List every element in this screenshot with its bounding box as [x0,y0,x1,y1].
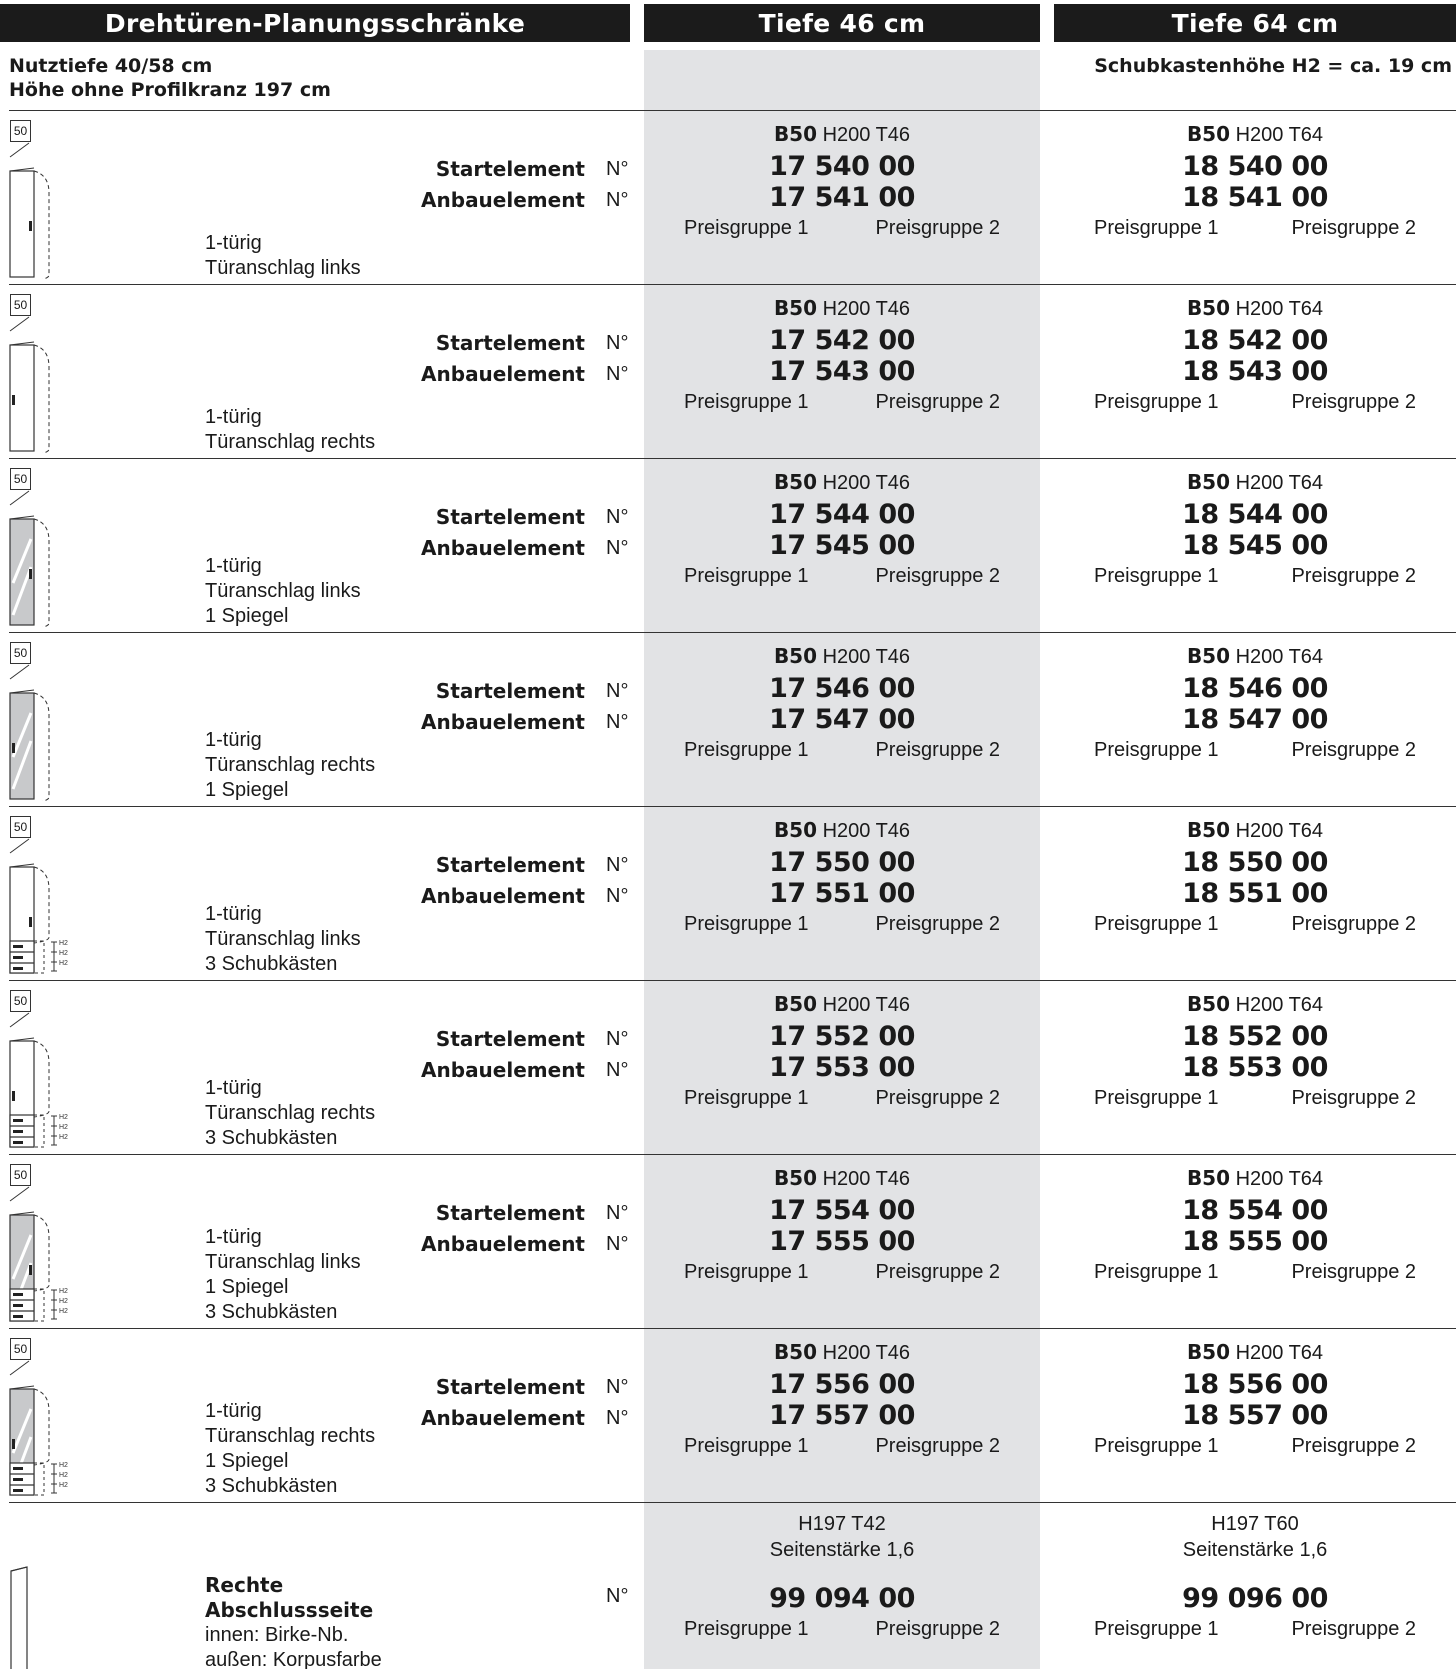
h2-label: H2 [59,950,68,957]
article-number-t64: 99 096 00 [1182,1583,1328,1614]
article-number-anbau-t46: 17 555 00 [769,1226,915,1257]
width-badge: 50 [10,468,31,490]
width-code: B50 [773,992,818,1016]
height-depth: H200 T46 [822,820,911,842]
startelement-label: Startelement [435,157,585,181]
description-line: 1-türig [205,1226,262,1248]
startelement-label: Startelement [435,505,585,529]
width-code: B50 [1186,1340,1231,1364]
tiefe-64-cell [1054,1329,1456,1502]
description-line: 3 Schubkästen [205,1301,338,1323]
cabinet-drawing [9,337,99,453]
dimensions-t64 [1054,1339,1456,1366]
article-number-anbau-t46: 17 545 00 [769,530,915,561]
dimensions-t46 [644,469,1040,496]
preisgruppe-2: Preisgruppe 2 [1291,565,1416,587]
description-line: 3 Schubkästen [205,1127,338,1149]
inner-finish: innen: Birke-Nb. [205,1624,349,1646]
width-badge: 50 [10,642,31,664]
h2-label: H2 [59,1462,68,1469]
description-line: Türanschlag links [205,257,361,279]
main-title: Drehtüren-Planungsschränke [0,4,630,42]
height-depth: H200 T64 [1235,994,1324,1016]
preisgruppe-1: Preisgruppe 1 [1094,1261,1219,1283]
preisgruppe-1: Preisgruppe 1 [684,739,809,761]
depth-height-note [9,54,331,102]
height-depth: H200 T46 [822,646,911,668]
preisgruppe-2: Preisgruppe 2 [875,1261,1000,1283]
cabinet-drawing [9,685,99,801]
number-sign: N° [606,885,629,907]
badge-pointer [9,1012,33,1028]
preisgruppe-1: Preisgruppe 1 [1094,1087,1219,1109]
preisgruppe-1: Preisgruppe 1 [1094,565,1219,587]
number-sign: N° [606,1028,629,1050]
dimensions-t64 [1054,643,1456,670]
end-panel-description [205,1573,382,1669]
article-number-anbau-t64: 18 545 00 [1182,530,1328,561]
article-number-anbau-t46: 17 557 00 [769,1400,915,1431]
product-row [9,806,1456,980]
preisgruppe-2: Preisgruppe 2 [1291,1261,1416,1283]
h2-label: H2 [59,1308,68,1315]
h2-label: H2 [59,1288,68,1295]
h2-label: H2 [59,1298,68,1305]
badge-pointer [9,1186,33,1202]
cabinet-drawing [9,511,99,627]
preisgruppe-1: Preisgruppe 1 [684,391,809,413]
width-badge: 50 [10,1164,31,1186]
article-number-start-t64: 18 554 00 [1182,1195,1328,1226]
side-thickness: Seitenstärke 1,6 [769,1539,915,1561]
preisgruppe-2: Preisgruppe 2 [875,565,1000,587]
hoehe-note: Höhe ohne Profilkranz 197 cm [9,79,331,101]
description-line: Türanschlag rechts [205,1425,376,1447]
height-depth: H200 T64 [1235,820,1324,842]
preisgruppe-2: Preisgruppe 2 [875,739,1000,761]
width-badge: 50 [10,120,31,142]
height-depth: H200 T64 [1235,124,1324,146]
cabinet-drawing [9,1033,99,1149]
article-number-start-t64: 18 556 00 [1182,1369,1328,1400]
tiefe-46-cell [644,459,1040,632]
article-number-start-t64: 18 552 00 [1182,1021,1328,1052]
product-description [205,728,375,803]
h2-label: H2 [59,940,68,947]
dimensions-t64 [1054,991,1456,1018]
preisgruppe-1: Preisgruppe 1 [684,1618,809,1640]
preisgruppe-1: Preisgruppe 1 [1094,1435,1219,1457]
tiefe-64-cell [1054,111,1456,284]
width-code: B50 [1186,122,1231,146]
dimensions-t64 [1054,1511,1456,1563]
preisgruppe-2: Preisgruppe 2 [875,913,1000,935]
height-depth: H200 T46 [822,1168,911,1190]
product-description [205,902,361,977]
article-number-anbau-t64: 18 557 00 [1182,1400,1328,1431]
description-line: Türanschlag rechts [205,754,376,776]
nutztiefe-note: Nutztiefe 40/58 cm [9,55,213,77]
height-depth: H200 T46 [822,994,911,1016]
article-number-start-t46: 17 546 00 [769,673,915,704]
tiefe-46-cell [644,633,1040,806]
article-number-anbau-t46: 17 551 00 [769,878,915,909]
preisgruppe-1: Preisgruppe 1 [684,1261,809,1283]
anbauelement-label: Anbauelement [421,1406,585,1430]
anbauelement-label: Anbauelement [421,1058,585,1082]
outer-finish: außen: Korpusfarbe [205,1649,382,1669]
column-header-tiefe-64: Tiefe 64 cm [1054,4,1456,42]
cabinet-drawing [9,1207,99,1323]
product-row [9,632,1456,806]
article-number-anbau-t46: 17 541 00 [769,182,915,213]
width-code: B50 [773,644,818,668]
description-line: 1-türig [205,232,262,254]
h2-label: H2 [59,1124,68,1131]
article-number-anbau-t64: 18 543 00 [1182,356,1328,387]
description-line: 1-türig [205,903,262,925]
height-depth: H200 T64 [1235,298,1324,320]
number-sign: N° [606,332,629,354]
preisgruppe-2: Preisgruppe 2 [875,1435,1000,1457]
article-number-start-t64: 18 544 00 [1182,499,1328,530]
anbauelement-label: Anbauelement [421,362,585,386]
dimensions-t64 [1054,1165,1456,1192]
article-number-anbau-t46: 17 553 00 [769,1052,915,1083]
tiefe-46-cell [644,111,1040,284]
badge-pointer [9,664,33,680]
dimensions-t46 [644,643,1040,670]
h2-label: H2 [59,1482,68,1489]
description-line: Türanschlag rechts [205,1102,376,1124]
product-description [205,554,361,629]
anbauelement-label: Anbauelement [421,710,585,734]
end-panel-title: Abschlussseite [205,1598,374,1622]
preisgruppe-1: Preisgruppe 1 [1094,391,1219,413]
width-code: B50 [1186,1166,1231,1190]
description-line: 1 Spiegel [205,779,289,801]
product-description [205,405,375,455]
tiefe-46-cell [644,1155,1040,1328]
h2-label: H2 [59,960,68,967]
width-badge: 50 [10,1338,31,1360]
description-line: Türanschlag links [205,928,361,950]
width-code: B50 [1186,992,1231,1016]
width-badge: 50 [10,294,31,316]
dimensions-t46 [644,1165,1040,1192]
cabinet-drawing [9,859,99,975]
h2-label: H2 [59,1134,68,1141]
badge-pointer [9,316,33,332]
preisgruppe-2: Preisgruppe 2 [1291,913,1416,935]
dimensions-t64 [1054,295,1456,322]
dimensions-t64 [1054,121,1456,148]
preisgruppe-2: Preisgruppe 2 [1291,1435,1416,1457]
badge-pointer [9,142,33,158]
article-number-start-t46: 17 554 00 [769,1195,915,1226]
product-description [205,231,361,281]
description-line: 1-türig [205,406,262,428]
h2-label: H2 [59,1472,68,1479]
width-code: B50 [1186,644,1231,668]
dimensions-t46 [644,817,1040,844]
startelement-label: Startelement [435,331,585,355]
height-depth: H200 T46 [822,124,911,146]
article-number-anbau-t46: 17 543 00 [769,356,915,387]
width-code: B50 [773,296,818,320]
product-description [205,1225,361,1325]
anbauelement-label: Anbauelement [421,884,585,908]
number-sign: N° [606,506,629,528]
article-number-anbau-t64: 18 555 00 [1182,1226,1328,1257]
height-depth: H200 T46 [822,472,911,494]
height-depth: H200 T46 [822,1342,911,1364]
description-line: 1-türig [205,1400,262,1422]
product-row [9,458,1456,632]
cabinet-drawing [9,1381,99,1497]
preisgruppe-2: Preisgruppe 2 [1291,391,1416,413]
tiefe-46-cell [644,1329,1040,1502]
badge-pointer [9,490,33,506]
number-sign: N° [606,158,629,180]
preisgruppe-2: Preisgruppe 2 [1291,217,1416,239]
article-number-anbau-t64: 18 547 00 [1182,704,1328,735]
preisgruppe-2: Preisgruppe 2 [1291,1618,1416,1640]
description-line: 1-türig [205,1077,262,1099]
width-badge: 50 [10,816,31,838]
preisgruppe-2: Preisgruppe 2 [1291,1087,1416,1109]
article-number-anbau-t64: 18 551 00 [1182,878,1328,909]
preisgruppe-1: Preisgruppe 1 [1094,913,1219,935]
width-code: B50 [773,1166,818,1190]
article-number-start-t46: 17 542 00 [769,325,915,356]
tiefe-64-cell [1054,459,1456,632]
preisgruppe-1: Preisgruppe 1 [1094,739,1219,761]
description-line: 1 Spiegel [205,605,289,627]
startelement-label: Startelement [435,1201,585,1225]
number-sign: N° [606,1407,629,1429]
badge-pointer [9,838,33,854]
tiefe-46-cell [644,1503,1040,1669]
description-line: 1 Spiegel [205,1276,289,1298]
end-panel-row [9,1502,1456,1669]
preisgruppe-1: Preisgruppe 1 [684,1087,809,1109]
number-sign: N° [606,1233,629,1255]
width-code: B50 [1186,296,1231,320]
preisgruppe-1: Preisgruppe 1 [1094,217,1219,239]
h2-label: H2 [59,1114,68,1121]
width-code: B50 [773,122,818,146]
preisgruppe-2: Preisgruppe 2 [875,391,1000,413]
product-row [9,110,1456,284]
dimensions-t46 [644,1339,1040,1366]
startelement-label: Startelement [435,679,585,703]
article-number-start-t46: 17 540 00 [769,151,915,182]
preisgruppe-2: Preisgruppe 2 [875,1618,1000,1640]
article-number-start-t64: 18 550 00 [1182,847,1328,878]
description-line: 1 Spiegel [205,1450,289,1472]
tiefe-64-cell [1054,807,1456,980]
article-number-t46: 99 094 00 [769,1583,915,1614]
number-sign: N° [606,711,629,733]
preisgruppe-2: Preisgruppe 2 [875,1087,1000,1109]
description-line: 3 Schubkästen [205,1475,338,1497]
tiefe-46-cell [644,285,1040,458]
cabinet-drawing [9,163,99,279]
dimensions-t46 [644,295,1040,322]
anbauelement-label: Anbauelement [421,536,585,560]
product-description [205,1076,375,1151]
product-row [9,980,1456,1154]
preisgruppe-2: Preisgruppe 2 [1291,739,1416,761]
width-code: B50 [773,1340,818,1364]
article-number-start-t46: 17 556 00 [769,1369,915,1400]
number-sign: N° [606,854,629,876]
number-sign: N° [606,189,629,211]
article-number-anbau-t64: 18 553 00 [1182,1052,1328,1083]
tiefe-64-cell [1054,1155,1456,1328]
tiefe-46-cell [644,807,1040,980]
number-sign: N° [606,537,629,559]
height-depth: H200 T64 [1235,646,1324,668]
height-depth: H200 T64 [1235,1342,1324,1364]
end-panel-title: Rechte [205,1573,284,1597]
tiefe-46-cell [644,981,1040,1154]
article-number-start-t64: 18 542 00 [1182,325,1328,356]
product-row [9,284,1456,458]
number-sign: N° [606,1202,629,1224]
preisgruppe-1: Preisgruppe 1 [684,565,809,587]
number-sign: N° [606,1585,629,1607]
height-depth: H200 T46 [822,298,911,320]
description-line: 1-türig [205,729,262,751]
description-line: Türanschlag links [205,580,361,602]
height-depth: H200 T64 [1235,472,1324,494]
tiefe-64-cell [1054,1503,1456,1669]
preisgruppe-1: Preisgruppe 1 [684,913,809,935]
height-depth: H200 T64 [1235,1168,1324,1190]
startelement-label: Startelement [435,1027,585,1051]
description-line: Türanschlag links [205,1251,361,1273]
dimensions-t64 [1054,469,1456,496]
dimensions-t46 [644,991,1040,1018]
column-header-tiefe-46: Tiefe 46 cm [644,4,1040,42]
tiefe-64-cell [1054,633,1456,806]
description-line: 1-türig [205,555,262,577]
article-number-start-t64: 18 546 00 [1182,673,1328,704]
dimensions-t46 [644,121,1040,148]
number-sign: N° [606,363,629,385]
article-number-start-t46: 17 550 00 [769,847,915,878]
product-row [9,1154,1456,1328]
tiefe-64-cell [1054,981,1456,1154]
width-code: B50 [1186,818,1231,842]
side-thickness: Seitenstärke 1,6 [1182,1539,1328,1561]
article-number-anbau-t46: 17 547 00 [769,704,915,735]
article-number-start-t46: 17 544 00 [769,499,915,530]
anbauelement-label: Anbauelement [421,188,585,212]
dimensions-t46 [644,1511,1040,1563]
anbauelement-label: Anbauelement [421,1232,585,1256]
side-panel-drawing [9,1553,49,1669]
number-sign: N° [606,1376,629,1398]
number-sign: N° [606,680,629,702]
startelement-label: Startelement [435,853,585,877]
article-number-start-t64: 18 540 00 [1182,151,1328,182]
width-code: B50 [1186,470,1231,494]
preisgruppe-2: Preisgruppe 2 [875,217,1000,239]
height-depth: H197 T60 [1211,1513,1299,1535]
startelement-label: Startelement [435,1375,585,1399]
product-row [9,1328,1456,1502]
tiefe-64-cell [1054,285,1456,458]
badge-pointer [9,1360,33,1376]
width-code: B50 [773,470,818,494]
article-number-anbau-t64: 18 541 00 [1182,182,1328,213]
preisgruppe-1: Preisgruppe 1 [684,217,809,239]
preisgruppe-1: Preisgruppe 1 [1094,1618,1219,1640]
height-depth: H197 T42 [798,1513,886,1535]
preisgruppe-1: Preisgruppe 1 [684,1435,809,1457]
article-number-start-t46: 17 552 00 [769,1021,915,1052]
number-sign: N° [606,1059,629,1081]
description-line: 3 Schubkästen [205,953,338,975]
description-line: Türanschlag rechts [205,431,376,453]
width-code: B50 [773,818,818,842]
dimensions-t64 [1054,817,1456,844]
width-badge: 50 [10,990,31,1012]
drawer-height-note: Schubkastenhöhe H2 = ca. 19 cm [1094,55,1452,77]
